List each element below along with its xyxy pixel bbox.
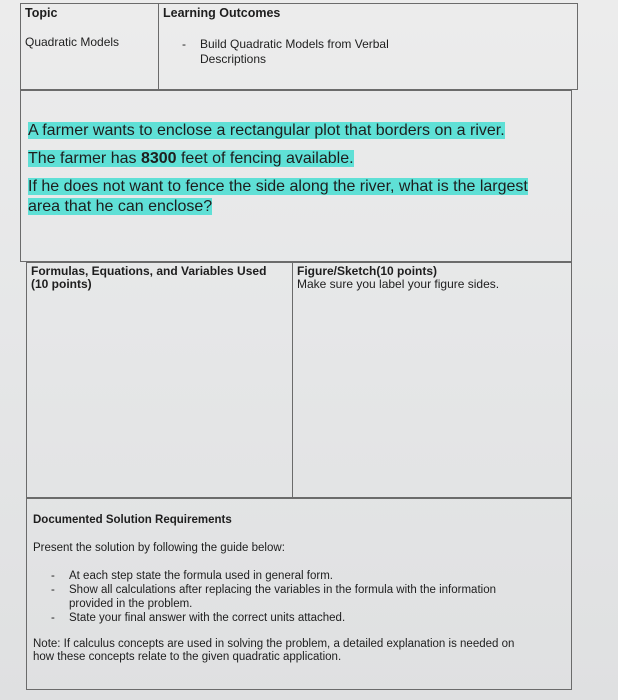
problem-line-3b: area that he can enclose? [28, 198, 213, 215]
note-line2: how these concepts relate to the given quadratic application. [33, 651, 342, 663]
outcome-bullet: - [182, 37, 186, 51]
topic-label: Topic [25, 6, 58, 20]
requirement-bullet: - [51, 570, 55, 582]
requirement-bullet: - [51, 584, 55, 596]
requirement-item [33, 611, 553, 625]
formulas-label-line1: Formulas, Equations, and Variables Used [31, 264, 267, 278]
outcome-text-line2: Descriptions [200, 52, 267, 66]
topic-value: Quadratic Models [25, 35, 120, 49]
requirement-item [33, 569, 553, 583]
outcome-text-line1: Build Quadratic Models from Verbal [200, 37, 389, 51]
problem-statement [28, 121, 548, 217]
figure-box [292, 262, 572, 498]
requirement-text: At each step state the formula used in general form. [69, 570, 334, 582]
figure-note: Make sure you label your figure sides. [297, 277, 500, 291]
outcomes-label: Learning Outcomes [163, 6, 281, 20]
requirements-intro: Present the solution by following the guide below: [33, 542, 285, 554]
requirement-text: Show all calculations after replacing the variables in the formula with the information [69, 584, 496, 596]
problem-line-1: A farmer wants to enclose a rectangular plot that borders on a river. [28, 122, 505, 139]
requirement-item [33, 583, 553, 597]
problem-line-2-post: feet of fencing available. [176, 150, 354, 167]
problem-line-2-pre: The farmer has [28, 150, 141, 167]
formulas-label-line2: (10 points) [31, 277, 92, 291]
formulas-box [26, 262, 293, 498]
requirements-list [33, 569, 553, 625]
figure-label: Figure/Sketch(10 points) [297, 264, 438, 278]
problem-line-2 [28, 150, 354, 167]
note-line1: Note: If calculus concepts are used in solving the problem, a detailed explanation is needed on [33, 638, 515, 650]
requirement-item-continued [33, 597, 553, 611]
requirements-heading: Documented Solution Requirements [33, 514, 232, 526]
requirement-text: provided in the problem. [69, 598, 193, 610]
problem-line-3a: If he does not want to fence the side along the river, what is the largest [28, 178, 528, 195]
fencing-amount: 8300 [140, 150, 177, 167]
requirement-text: State your final answer with the correct units attached. [69, 612, 346, 624]
requirement-bullet: - [51, 612, 55, 624]
